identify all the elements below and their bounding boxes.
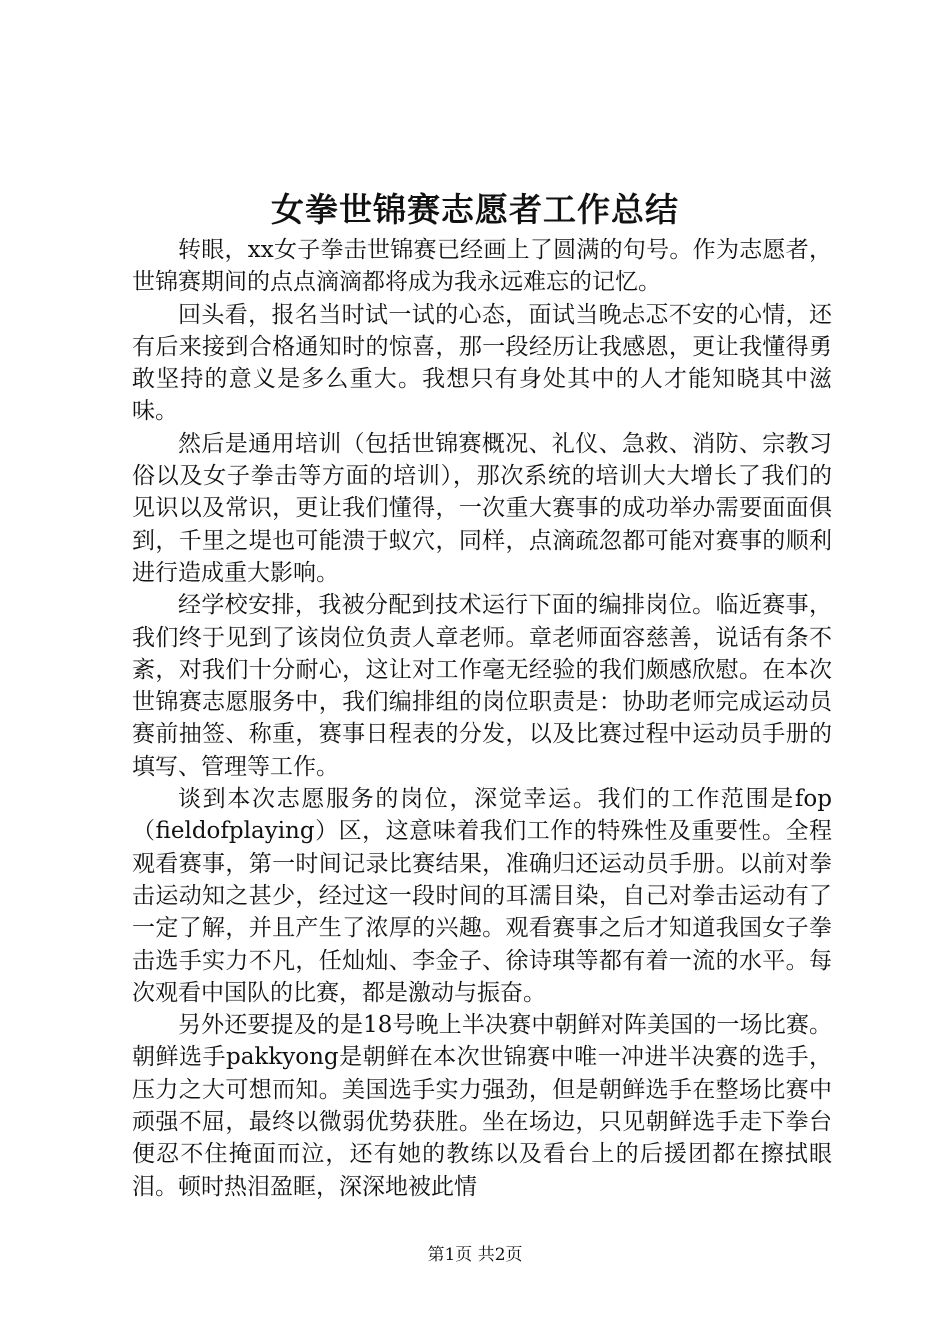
paragraph: 回头看，报名当时试一试的心态，面试当晚忐忑不安的心情，还有后来接到合格通知时的惊喜，那一段经历让我感恩，更让我懂得勇敢坚持的意义是多么重大。我想只有身处其中的人才能知晓其中滋味。 (132, 301, 832, 425)
paragraph: 谈到本次志愿服务的岗位，深觉幸运。我们的工作范围是fop（fieldofplaying）区，这意味着我们工作的特殊性及重要性。全程观看赛事，第一时间记录比赛结果，准确归还运动员手册。以前对拳击运动知之甚少，经过这一段时间的耳濡目染，自己对拳击运动有了一定了解，并且产生了浓厚的兴趣。观看赛事之后才知道我国女子拳击选手实力不凡，任灿灿、李金子、徐诗琪等都有着一流的水平。每次观看中国队的比赛，都是激动与振奋。 (132, 786, 832, 1006)
paragraph: 经学校安排，我被分配到技术运行下面的编排岗位。临近赛事，我们终于见到了该岗位负责人章老师。章老师面容慈善，说话有条不紊，对我们十分耐心，这让对工作毫无经验的我们颇感欣慰。在本次世锦赛志愿服务中，我们编排组的岗位职责是：协助老师完成运动员赛前抽签、称重，赛事日程表的分发，以及比赛过程中运动员手册的填写、管理等工作。 (132, 592, 832, 780)
document-body (132, 234, 832, 1203)
document-title: 女拳世锦赛志愿者工作总结 (271, 190, 679, 229)
paragraph: 另外还要提及的是18号晚上半决赛中朝鲜对阵美国的一场比赛。朝鲜选手pakkyong是朝鲜在本次世锦赛中唯一冲进半决赛的选手，压力之大可想而知。美国选手实力强劲，但是朝鲜选手在整场比赛中顽强不屈，最终以微弱优势获胜。坐在场边，只见朝鲜选手走下拳台便忍不住掩面而泣，还有她的教练以及看台上的后援团都在擦拭眼泪。顿时热泪盈眶，深深地被此情 (132, 1012, 832, 1200)
paragraph: 然后是通用培训（包括世锦赛概况、礼仪、急救、消防、宗教习俗以及女子拳击等方面的培训），那次系统的培训大大增长了我们的见识以及常识，更让我们懂得，一次重大赛事的成功举办需要面面俱到，千里之堤也可能溃于蚁穴，同样，点滴疏忽都可能对赛事的顺利进行造成重大影响。 (132, 430, 832, 586)
paragraph: 转眼，xx女子拳击世锦赛已经画上了圆满的句号。作为志愿者，世锦赛期间的点点滴滴都将成为我永远难忘的记忆。 (132, 237, 832, 296)
page-number-footer: 第1页 共2页 (427, 1245, 523, 1265)
